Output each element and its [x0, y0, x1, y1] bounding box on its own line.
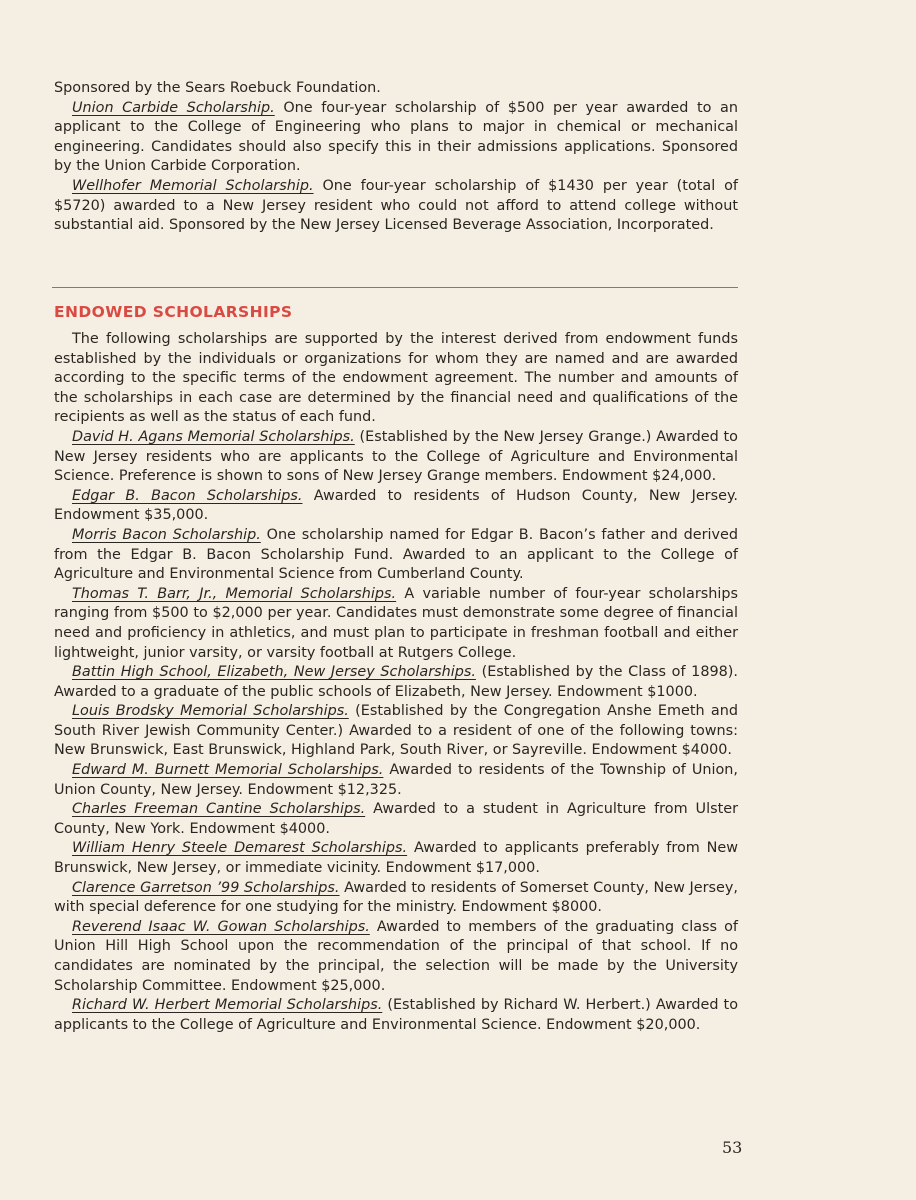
scholarship-text: Awarded to residents of the Township of Union, Union County, New Jersey. Endowment $12,325.: [54, 762, 738, 798]
scholarship-title: Edward M. Burnett Memorial Scholarships.: [72, 762, 384, 779]
scholarship-title: Richard W. Herbert Memorial Scholarships.: [72, 997, 383, 1014]
scholarship-text: Awarded to residents of Hudson County, New Jersey. Endowment $35,000.: [54, 487, 738, 524]
scholarship-title: David H. Agans Memorial Scholarships.: [72, 428, 355, 445]
scholarship-title: Clarence Garretson ’99 Scholarships.: [72, 879, 340, 896]
scholarship-entry: [54, 702, 738, 761]
scholarship-entry: [54, 487, 738, 526]
scholarship-title: William Henry Steele Demarest Scholarships.: [72, 840, 408, 857]
scholarship-text: Awarded to a student in Agriculture from Ulster County, New York. Endowment $4000.: [54, 801, 739, 837]
scholarship-text: A variable number of four-year scholarships ranging from $500 to $2,000 per year. Candidates must demonstrate some degree of financial need and proficiency in athletics, and must plan to participate in freshman football and either lightweight, junior varsity, or varsity football at Rutgers College.: [54, 585, 738, 661]
scholarship-text: One four-year scholarship of $500 per year awarded to an applicant to the College of Engineering who plans to major in chemical or mechanical engineering. Candidates should also specify this in their admissions applications. Sponsored by the Union Carbide Corporation.: [54, 99, 738, 175]
scholarship-entry: [54, 761, 738, 800]
scholarship-text: One scholarship named for Edgar B. Bacon’s father and derived from the Edgar B. Bacon Scholarship Fund. Awarded to an applicant to the College of Agriculture and Environmental Science from Cumberland County.: [54, 526, 738, 583]
scholarship-title: Louis Brodsky Memorial Scholarships.: [72, 703, 349, 720]
scholarship-entry: [54, 918, 738, 996]
page-number: 53: [722, 1138, 743, 1157]
scholarship-entry: [54, 526, 738, 585]
scholarship-title: Morris Bacon Scholarship.: [72, 526, 261, 543]
scholarship-title: Thomas T. Barr, Jr., Memorial Scholarships.: [72, 585, 397, 602]
scholarship-title: Union Carbide Scholarship.: [72, 99, 275, 116]
scholarship-title: Wellhofer Memorial Scholarship.: [72, 177, 314, 194]
section-heading: ENDOWED SCHOLARSHIPS: [54, 303, 293, 321]
sponsor-line: Sponsored by the Sears Roebuck Foundation.: [54, 80, 381, 96]
scholarship-title: Battin High School, Elizabeth, New Jersey Scholarships.: [72, 664, 476, 681]
scholarship-title: Edgar B. Bacon Scholarships.: [72, 487, 303, 504]
scholarship-entry: [54, 585, 738, 663]
scholarship-text: Awarded to applicants preferably from New Brunswick, New Jersey, or immediate vicinity. Endowment $17,000.: [54, 840, 738, 877]
scholarship-entry: [54, 428, 738, 487]
top-section: [54, 79, 738, 236]
scholarship-entry: [54, 663, 738, 702]
endowed-section: [54, 330, 738, 1035]
scholarship-entry: [54, 839, 738, 878]
scholarship-entry: [54, 800, 738, 839]
scholarship-entry: [54, 879, 738, 918]
scholarship-text: One four-year scholarship of $1430 per year (total of $5720) awarded to a New Jersey resident who could not afford to attend college without substantial aid. Sponsored by the New Jersey Licensed Beverage Association, Incorporated.: [54, 177, 738, 234]
scholarship-text: Awarded to members of the graduating class of Union Hill High School upon the recommendation of the principal of that school. If no candidates are nominated by the principal, the selection will be made by the University Scholarship Committee. Endowment $25,000.: [54, 918, 738, 994]
section-divider: [52, 287, 738, 288]
scholarship-entry: [54, 99, 738, 177]
scholarship-text: (Established by the New Jersey Grange.) Awarded to New Jersey residents who are applicants to the College of Agriculture and Environmental Science. Preference is shown to sons of New Jersey Grange members. Endowment $24,000.: [54, 428, 738, 485]
scholarship-entry: [54, 177, 738, 236]
scholarship-text: (Established by Richard W. Herbert.) Awarded to applicants to the College of Agriculture and Environmental Science. Endowment $20,000.: [54, 997, 738, 1033]
section-intro: The following scholarships are supported by the interest derived from endowment funds established by the individuals or organizations for whom they are named and are awarded according to the specific terms of the endowment agreement. The number and amounts of the scholarships in each case are determined by the financial need and qualifications of the recipients as well as the status of each fund.: [54, 331, 738, 426]
scholarship-text: (Established by the Class of 1898). Awarded to a graduate of the public schools of Elizabeth, New Jersey. Endowment $1000.: [54, 664, 738, 700]
scholarship-text: Awarded to residents of Somerset County, New Jersey, with special deference for one studying for the ministry. Endowment $8000.: [54, 879, 738, 916]
scholarship-title: Reverend Isaac W. Gowan Scholarships.: [72, 918, 370, 935]
scholarship-title: Charles Freeman Cantine Scholarships.: [72, 801, 366, 818]
scholarship-entry: [54, 996, 738, 1035]
scholarship-text: (Established by the Congregation Anshe Emeth and South River Jewish Community Center.) Awarded to a resident of one of the following towns: New Brunswick, East Brunswick, Highland Park, South River, or Sayreville. Endowment $4000.: [54, 703, 738, 759]
